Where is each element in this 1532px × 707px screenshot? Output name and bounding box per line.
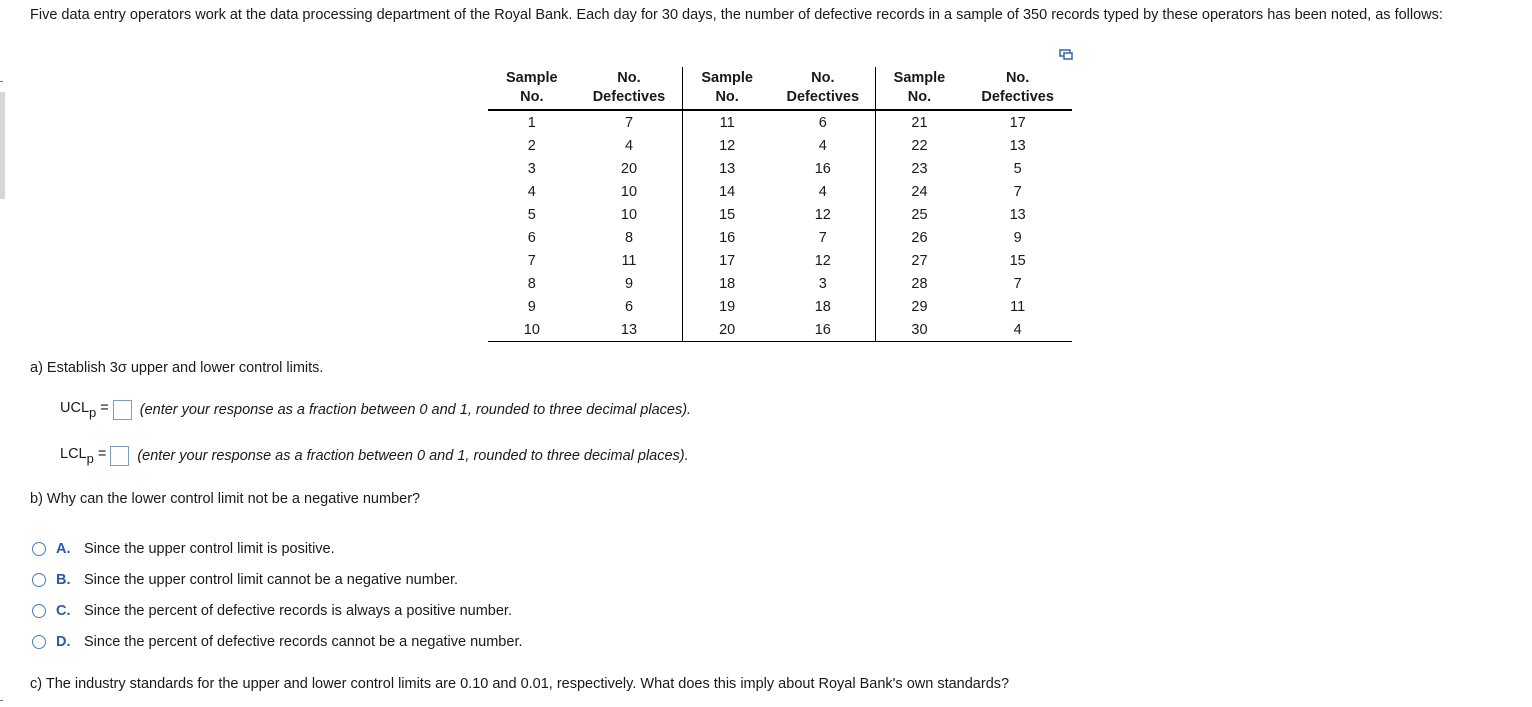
sample-no-cell: 10 xyxy=(488,318,576,342)
sample-no-cell: 22 xyxy=(911,137,928,154)
header-sample-no: Sample No. xyxy=(875,67,963,110)
table-body xyxy=(488,110,1072,342)
table-row xyxy=(488,272,1072,295)
sample-no-cell: 23 xyxy=(911,160,928,177)
defectives-cell: 17 xyxy=(1009,114,1026,131)
table-row xyxy=(488,295,1072,318)
defectives-cell: 12 xyxy=(771,203,875,226)
sample-no-cell: 28 xyxy=(911,275,928,292)
defectives-cell: 4 xyxy=(576,134,683,157)
sample-no-cell: 15 xyxy=(719,206,736,223)
sample-no-cell: 8 xyxy=(527,275,536,292)
sample-no-cell: 5 xyxy=(527,206,536,223)
sample-no-cell: 20 xyxy=(683,318,771,342)
defectives-cell: 15 xyxy=(1009,252,1026,269)
defectives-cell: 9 xyxy=(576,272,683,295)
left-scrollbar[interactable] xyxy=(0,92,5,199)
problem-statement: Five data entry operators work at the data processing department of the Royal Bank. Each day for 30 days, the number of defective records in a sample of 350 records typed by these operators has been noted, as follows: xyxy=(30,7,1443,23)
table-row xyxy=(488,203,1072,226)
ucl-row xyxy=(60,400,691,420)
sample-no-cell: 9 xyxy=(527,298,536,315)
table-row xyxy=(488,226,1072,249)
sample-no-cell: 13 xyxy=(719,160,736,177)
lcl-row xyxy=(60,446,689,466)
left-edge-tick xyxy=(0,81,3,82)
sample-no-cell: 26 xyxy=(911,229,928,246)
sample-no-cell: 17 xyxy=(719,252,736,269)
part-a-question: a) Establish 3σ upper and lower control limits. xyxy=(30,360,324,376)
radio-button[interactable] xyxy=(32,604,46,618)
sample-no-cell: 27 xyxy=(911,252,928,269)
sample-no-cell: 4 xyxy=(527,183,536,200)
defectives-cell: 10 xyxy=(576,180,683,203)
option-letter: A. xyxy=(56,541,71,557)
defectives-cell: 16 xyxy=(771,157,875,180)
ucl-label: $UCL_p$ = xyxy=(60,400,109,420)
defectives-cell: 4 xyxy=(771,180,875,203)
option-text: Since the upper control limit cannot be a negative number. xyxy=(84,572,459,588)
defectives-cell: 13 xyxy=(1009,206,1026,223)
defectives-cell: 18 xyxy=(771,295,875,318)
table-row xyxy=(488,318,1072,342)
defectives-cell: 13 xyxy=(1009,137,1026,154)
radio-button[interactable] xyxy=(32,573,46,587)
sample-no-cell: 7 xyxy=(527,252,536,269)
sample-no-cell: 30 xyxy=(875,318,963,342)
defectives-cell: 11 xyxy=(1010,298,1026,315)
defectives-cell: 3 xyxy=(771,272,875,295)
ucl-hint: (enter your response as a fraction between 0 and 1, rounded to three decimal places). xyxy=(139,402,692,418)
left-edge-tick xyxy=(0,700,3,701)
defectives-cell: 10 xyxy=(576,203,683,226)
defectives-cell: 4 xyxy=(963,318,1072,342)
defectives-cell: 13 xyxy=(576,318,683,342)
sample-no-cell: 2 xyxy=(527,137,536,154)
sample-no-cell: 18 xyxy=(719,275,736,292)
sample-no-cell: 25 xyxy=(911,206,928,223)
defectives-cell: 20 xyxy=(576,157,683,180)
defectives-cell: 8 xyxy=(576,226,683,249)
option-text: Since the upper control limit is positive. xyxy=(84,541,335,557)
header-no-defectives: No. Defectives xyxy=(771,67,875,110)
option-a[interactable] xyxy=(32,541,335,557)
defectives-cell: 6 xyxy=(771,110,875,134)
option-letter: B. xyxy=(56,572,71,588)
defectives-cell: 12 xyxy=(771,249,875,272)
defectives-cell: 5 xyxy=(1013,160,1022,177)
sample-no-cell: 12 xyxy=(719,137,736,154)
option-letter: D. xyxy=(56,634,71,650)
defects-data-table xyxy=(488,67,1072,342)
lcl-label: $LCL_p$ = xyxy=(60,446,107,466)
part-b-question: b) Why can the lower control limit not be a negative number? xyxy=(30,491,421,507)
defectives-cell: 7 xyxy=(771,226,875,249)
copy-table-icon[interactable] xyxy=(1059,49,1073,61)
defectives-cell: 11 xyxy=(576,249,683,272)
lcl-hint: (enter your response as a fraction between 0 and 1, rounded to three decimal places). xyxy=(137,448,689,464)
ucl-input[interactable] xyxy=(113,400,132,420)
defectives-cell: 7 xyxy=(1013,275,1022,292)
radio-button[interactable] xyxy=(32,635,46,649)
sample-no-cell: 19 xyxy=(719,298,736,315)
option-text: Since the percent of defective records is always a positive number. xyxy=(84,603,512,619)
header-sample-no: Sample No. xyxy=(683,67,771,110)
sample-no-cell: 24 xyxy=(911,183,928,200)
sample-no-cell: 6 xyxy=(527,229,536,246)
table-row xyxy=(488,134,1072,157)
option-d[interactable] xyxy=(32,634,523,650)
sample-no-cell: 29 xyxy=(911,298,928,315)
table-row xyxy=(488,110,1072,134)
sample-no-cell: 1 xyxy=(527,114,536,131)
option-b[interactable] xyxy=(32,572,458,588)
table-header-row xyxy=(488,67,1072,110)
option-letter: C. xyxy=(56,603,71,619)
sample-no-cell: 21 xyxy=(911,114,928,131)
header-no-defectives: No. Defectives xyxy=(963,67,1072,110)
option-text: Since the percent of defective records cannot be a negative number. xyxy=(84,634,523,650)
table-row xyxy=(488,180,1072,203)
defectives-cell: 4 xyxy=(771,134,875,157)
defectives-cell: 7 xyxy=(1013,183,1022,200)
defectives-cell: 9 xyxy=(1013,229,1022,246)
sample-no-cell: 11 xyxy=(719,114,735,131)
header-no-defectives: No. Defectives xyxy=(576,67,683,110)
defectives-cell: 16 xyxy=(771,318,875,342)
header-sample-no: Sample No. xyxy=(488,67,576,110)
defectives-cell: 7 xyxy=(576,110,683,134)
option-c[interactable] xyxy=(32,603,512,619)
sample-no-cell: 3 xyxy=(527,160,536,177)
radio-button[interactable] xyxy=(32,542,46,556)
sample-no-cell: 16 xyxy=(719,229,736,246)
part-c-question: c) The industry standards for the upper and lower control limits are 0.10 and 0.01, respectively. What does this imply about Royal Bank's own standards? xyxy=(30,676,1010,692)
table-row xyxy=(488,157,1072,180)
table-row xyxy=(488,249,1072,272)
lcl-input[interactable] xyxy=(110,446,129,466)
sample-no-cell: 14 xyxy=(719,183,736,200)
defectives-cell: 6 xyxy=(576,295,683,318)
